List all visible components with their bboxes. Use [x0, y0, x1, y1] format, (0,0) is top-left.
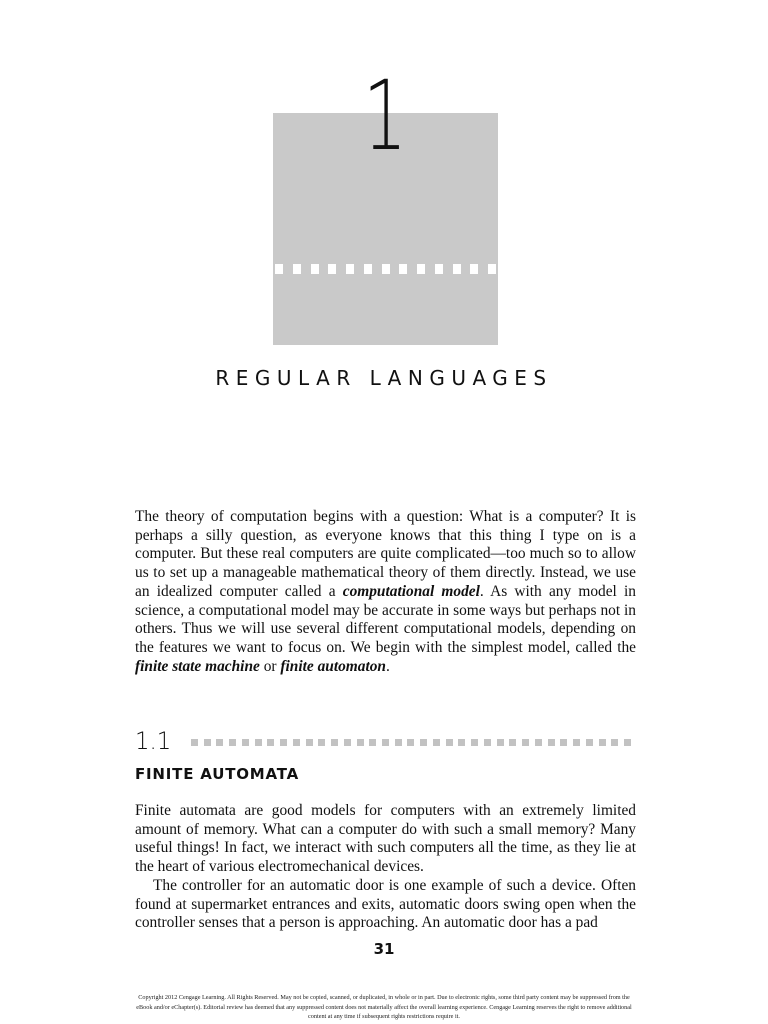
page-number: 31	[373, 940, 395, 958]
section-title: FINITE AUTOMATA	[135, 765, 300, 783]
body-paragraph: The controller for an automatic door is one example of such a device. Often found at supermarket entrances and exits, automatic doors swing open when the controller senses that a person is approaching. An automatic door has a pad	[135, 877, 636, 932]
section-number: 1.1	[135, 727, 172, 755]
section-dotted-rule	[191, 739, 631, 746]
body-paragraph: Finite automata are good models for computers with an extremely limited amount of memory. What can a computer do with such a small memory? Many useful things! In fact, we interact with such computers all the time, as they lie at the heart of various electromechanical devices.	[135, 802, 636, 876]
term-finite-state-machine: finite state machine	[135, 657, 260, 675]
term-computational-model: computational model	[342, 582, 480, 600]
section-heading	[135, 724, 635, 758]
intro-paragraph: The theory of computation begins with a question: What is a computer? It is perhaps a silly question, as everyone knows that this thing I type on is a computer. But these real computers are quite complicated—too much so to allow us to set up a manageable mathematical theory of them directly. Instead, we use an idealized computer called a computational model. As with any model in science, a computational model may be accurate in some ways but perhaps not in others. Thus we will use several different computational models, depending on the features we want to focus on. We begin with the simplest model, called the finite state machine or finite automaton.	[135, 508, 636, 675]
copyright-notice: Copyright 2012 Cengage Learning. All Rights Reserved. May not be copied, scanned, or duplicated, in whole or in part. Due to electronic rights, some third party content may be suppressed from the eBook and/or eChapter(s). Editorial review has deemed that any suppressed content does not materially affect the overall learning experience. Cengage Learning reserves the right to remove additional content at any time if subsequent rights restrictions require it.	[136, 994, 632, 1020]
term-finite-automaton: finite automaton	[280, 657, 386, 675]
chapter-number: 1	[363, 60, 407, 172]
chapter-title: REGULAR LANGUAGES	[215, 366, 553, 390]
dashed-divider	[273, 264, 498, 274]
